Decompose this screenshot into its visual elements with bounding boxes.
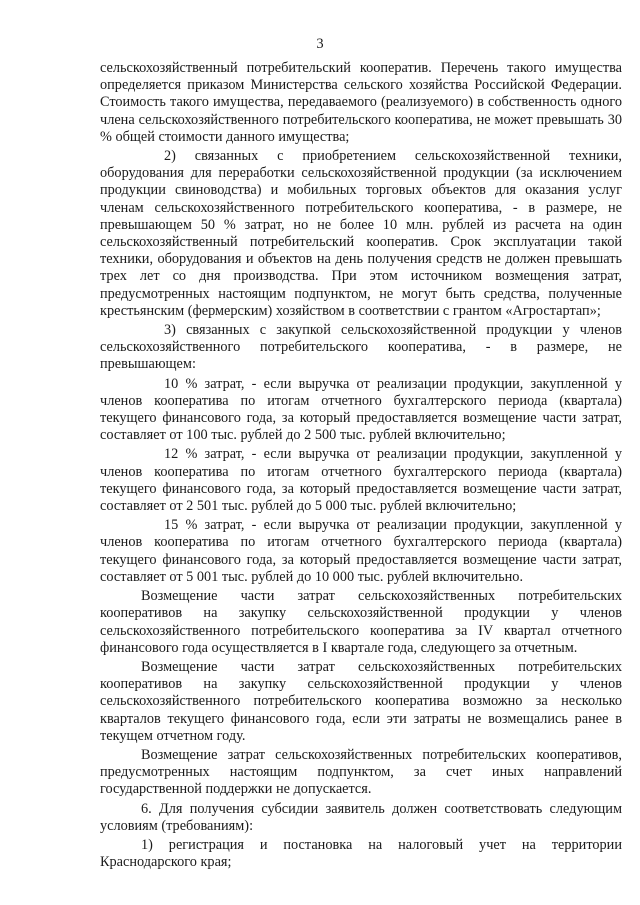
paragraph-requirement-1: 1) регистрация и постановка на налоговый учет на территории Краснодарского края; [100,836,622,871]
paragraph-item-6: 6. Для получения субсидии заявитель должен соответствовать следующим условиям (требованиям): [100,800,622,834]
paragraph-item-3: 3) связанных с закупкой сельскохозяйственной продукции у членов сельскохозяйственного потребительского кооператива, - в размере, не превышающем: [100,322,622,373]
paragraph-item-2: 2) связанных с приобретением сельскохозяйственной техники, оборудования для переработки сельскохозяйственной продукции (за исключением продукции свиноводства) и мобильных торговых объектов для оказания услуг членам сельскохозяйственного потребительского кооператива, - в размере, не превышающем 50 % затрат, но не более 10 млн. рублей из расчета на один сельскохозяйственный потребительский кооператив. Срок эксплуатации такой техники, оборудования и объектов на день получения средств не должен превышать трех лет со дня производства. При этом источником возмещения затрат, предусмотренных настоящим подпунктом, не могут быть средства, полученные крестьянским (фермерским) хозяйством в соответствии с грантом «Агростартап»; [100,148,622,319]
paragraph-continued: сельскохозяйственный потребительский кооператив. Перечень такого имущества определяется приказом Министерства сельского хозяйства Российской Федерации. Стоимость такого имущества, передаваемого (реализуемого) в собственность одного члена сельскохозяйственного потребительского кооператива, не может превышать 30 % общей стоимости данного имущества; [100,60,622,145]
paragraph-reimbursement-q4: Возмещение части затрат сельскохозяйственных потребительских кооперативов на закупку сельскохозяйственной продукции у членов сельскохозяйственного потребительского кооператива за IV квартал отчетного финансового года осуществляется в I квартале года, следующего за отчетным. [100,588,622,656]
paragraph-no-double-support: Возмещение затрат сельскохозяйственных потребительских кооперативов, предусмотренных настоящим подпунктом, за счет иных направлений государственной поддержки не допускается. [100,746,622,798]
paragraph-rate-12: 12 % затрат, - если выручка от реализации продукции, закупленной у членов кооператива по итогам отчетного бухгалтерского периода (квартала) текущего финансового года, за который предоставляется возмещение части затрат, составляет от 2 501 тыс. рублей до 5 000 тыс. рублей включительно; [100,446,622,515]
page-number: 3 [316,36,324,52]
paragraph-rate-15: 15 % затрат, - если выручка от реализации продукции, закупленной у членов кооператива по итогам отчетного бухгалтерского периода (квартала) текущего финансового года, за который предоставляется возмещение части затрат, составляет от 5 001 тыс. рублей до 10 000 тыс. рублей включительно. [100,517,622,585]
document-body [100,60,622,871]
paragraph-reimbursement-multi: Возмещение части затрат сельскохозяйственных потребительских кооперативов на закупку сельскохозяйственной продукции у членов сельскохозяйственного потребительского кооператива возможно за несколько кварталов текущего финансового года, если эти затраты не возмещались ранее в текущем отчетном году. [100,658,622,744]
paragraph-rate-10: 10 % затрат, - если выручка от реализации продукции, закупленной у членов кооператива по итогам отчетного бухгалтерского периода (квартала) текущего финансового года, за который предоставляется возмещение части затрат, составляет от 100 тыс. рублей до 2 500 тыс. рублей включительно; [100,375,622,444]
